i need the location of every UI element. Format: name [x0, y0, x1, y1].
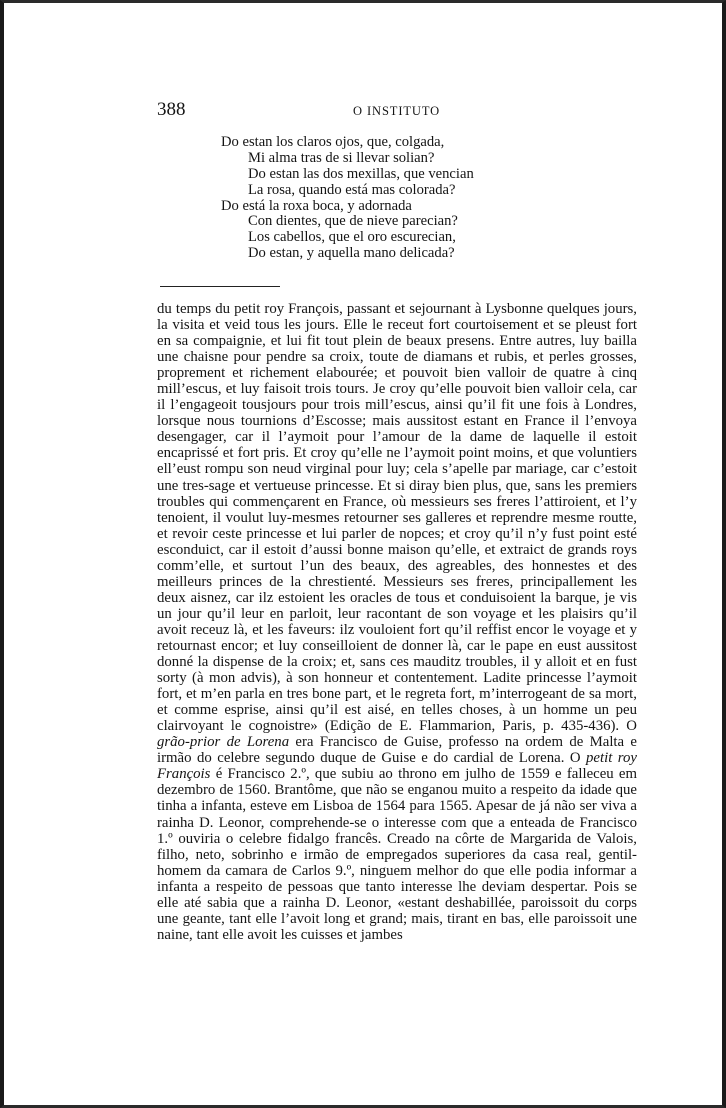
- poem-stanza: [221, 135, 474, 262]
- italic-phrase: grão-prior de Lorena: [157, 734, 290, 751]
- poem-line: Do estan las dos mexillas, que vencian: [248, 165, 474, 182]
- text-run: é Francisco 2.º, que subiu ao throno em julho de 1559 e falleceu em dezembro de 1560. Brantôme, que não se enganou muito a respeito da idade que tinha a infanta, esteve em Lisboa de 1564 para 1565. Apesar de já não ser viva a rainha D. Leonor, comprehende-se o interesse com que a enteada de Francisco 1.º ouviria o celebre fidalgo francês. Creado na côrte de Margarida de Valois, filho, neto, sobrinho e irmão de empregados superiores da casa real, gentil-homem da camara de Carlos 9.º, ninguem melhor do que elle podia informar a infanta a respeito de pessoas que tanto interesse lhe deviam despertar. Pois se elle até sabia que a rainha D. Leonor, «estant deshabillée, paroissoit du corps une geante, tant elle l’avoit long et grand; mais, tirant en bas, elle paroissoit une naine, tant elle avoit les cuisses et jambes: [157, 766, 637, 943]
- poem-line: Los cabellos, que el oro escurecian,: [248, 229, 456, 246]
- poem-line: Do estan los claros ojos, que, colgada,: [221, 134, 445, 150]
- text-run: era Francisco de Guise, professo na ordem de Malta e irmão do celebre segundo duque de Guise e do cardial de Lorena. O: [157, 734, 637, 767]
- poem-line: La rosa, quando está mas colorada?: [248, 181, 456, 198]
- page-number: 388: [157, 99, 186, 120]
- poem-line: Do está la roxa boca, y adornada: [221, 197, 412, 214]
- poem-line: Mi alma tras de si llevar solian?: [248, 149, 435, 166]
- poem-line: Con dientes, que de nieve parecian?: [248, 213, 458, 230]
- poem-line: Do estan, y aquella mano delicada?: [248, 245, 455, 262]
- text-run: du temps du petit roy François, passant et sejournant à Lysbonne quelques jours, la visita et veid tous les jours. Elle le receut fort courtoisement et se pleust fort en sa compaignie, et lui fit tout plein de beaux presens. Entre autres, luy bailla une chaisne pour pendre sa croix, toute de diamans et rubis, et perles grosses, proprement et richement elabourée; et pouvoit bien valloir de quatre à cinq mill’escus, et luy faisoit trois tours. Je croy qu’elle pouvoit bien valloir cela, car il l’engageoit tousjours pour trois mill’escus, ainsi qu’il fit une fois à Londres, lorsque nous tournions d’Escosse; mais aussitost estant en France il l’envoya desengager, car il l’aymoit pour l’amour de la dame de laquelle il estoit encaprissé et fort pris. Et croy qu’elle ne l’aymoit point moins, et que voluntiers ell’eust rompu son neud virginal pour luy; cela s’apelle par mariage, car c’estoit une tres-sage et vertueuse princesse. Et si diray bien plus, que, sans les premiers troubles qui commençarent en France, où messieurs ses freres l’attiroient, et l’y tenoient, il voulut luy-mesmes retourner ses galleres et reprendre mesme routte, et revoir ceste princesse et lui parler de nopces; et croy qu’il n’y fust point esté esconduict, car il estoit d’aussi bonne maison qu’elle, et extraict de grands roys comm’elle, et surtout l’un des beaux, des agreables, des honnestes et des meilleurs princes de la chrestienté. Messieurs ses freres, principallement les deux aisnez, car ilz estoient les oracles de tous et conduisoient la barque, je vis un jour qu’il leur en parloit, leur racontant de son voyage et les plaisirs qu’il avoit receuz là, et les faveurs: ilz vouloient fort qu’il reffist encor le voyage et y retournast encor; et luy conseilloient de donner là, car le pape en eust aussitost donné la dispense de la croix; et, sans ces mauditz troubles, il y alloit et en fust sorty (à mon advis), à son honneur et contentement. Ladite princesse l’aymoit fort, et m’en parla en tres bone part, et le regreta fort, m’interrogeant de sa mort, et comme esprise, ainsi qu’il est aisé, en telles choses, à un homme un peu clairvoyant le cognoistre» (Edição de E. Flammarion, Paris, p. 435-436). O: [157, 301, 637, 735]
- footnote-text: [157, 301, 637, 943]
- page-header: [157, 99, 637, 121]
- running-title: O INSTITUTO: [353, 104, 441, 118]
- footnote-divider: [160, 286, 280, 287]
- italic-phrase: petit roy François: [157, 750, 637, 783]
